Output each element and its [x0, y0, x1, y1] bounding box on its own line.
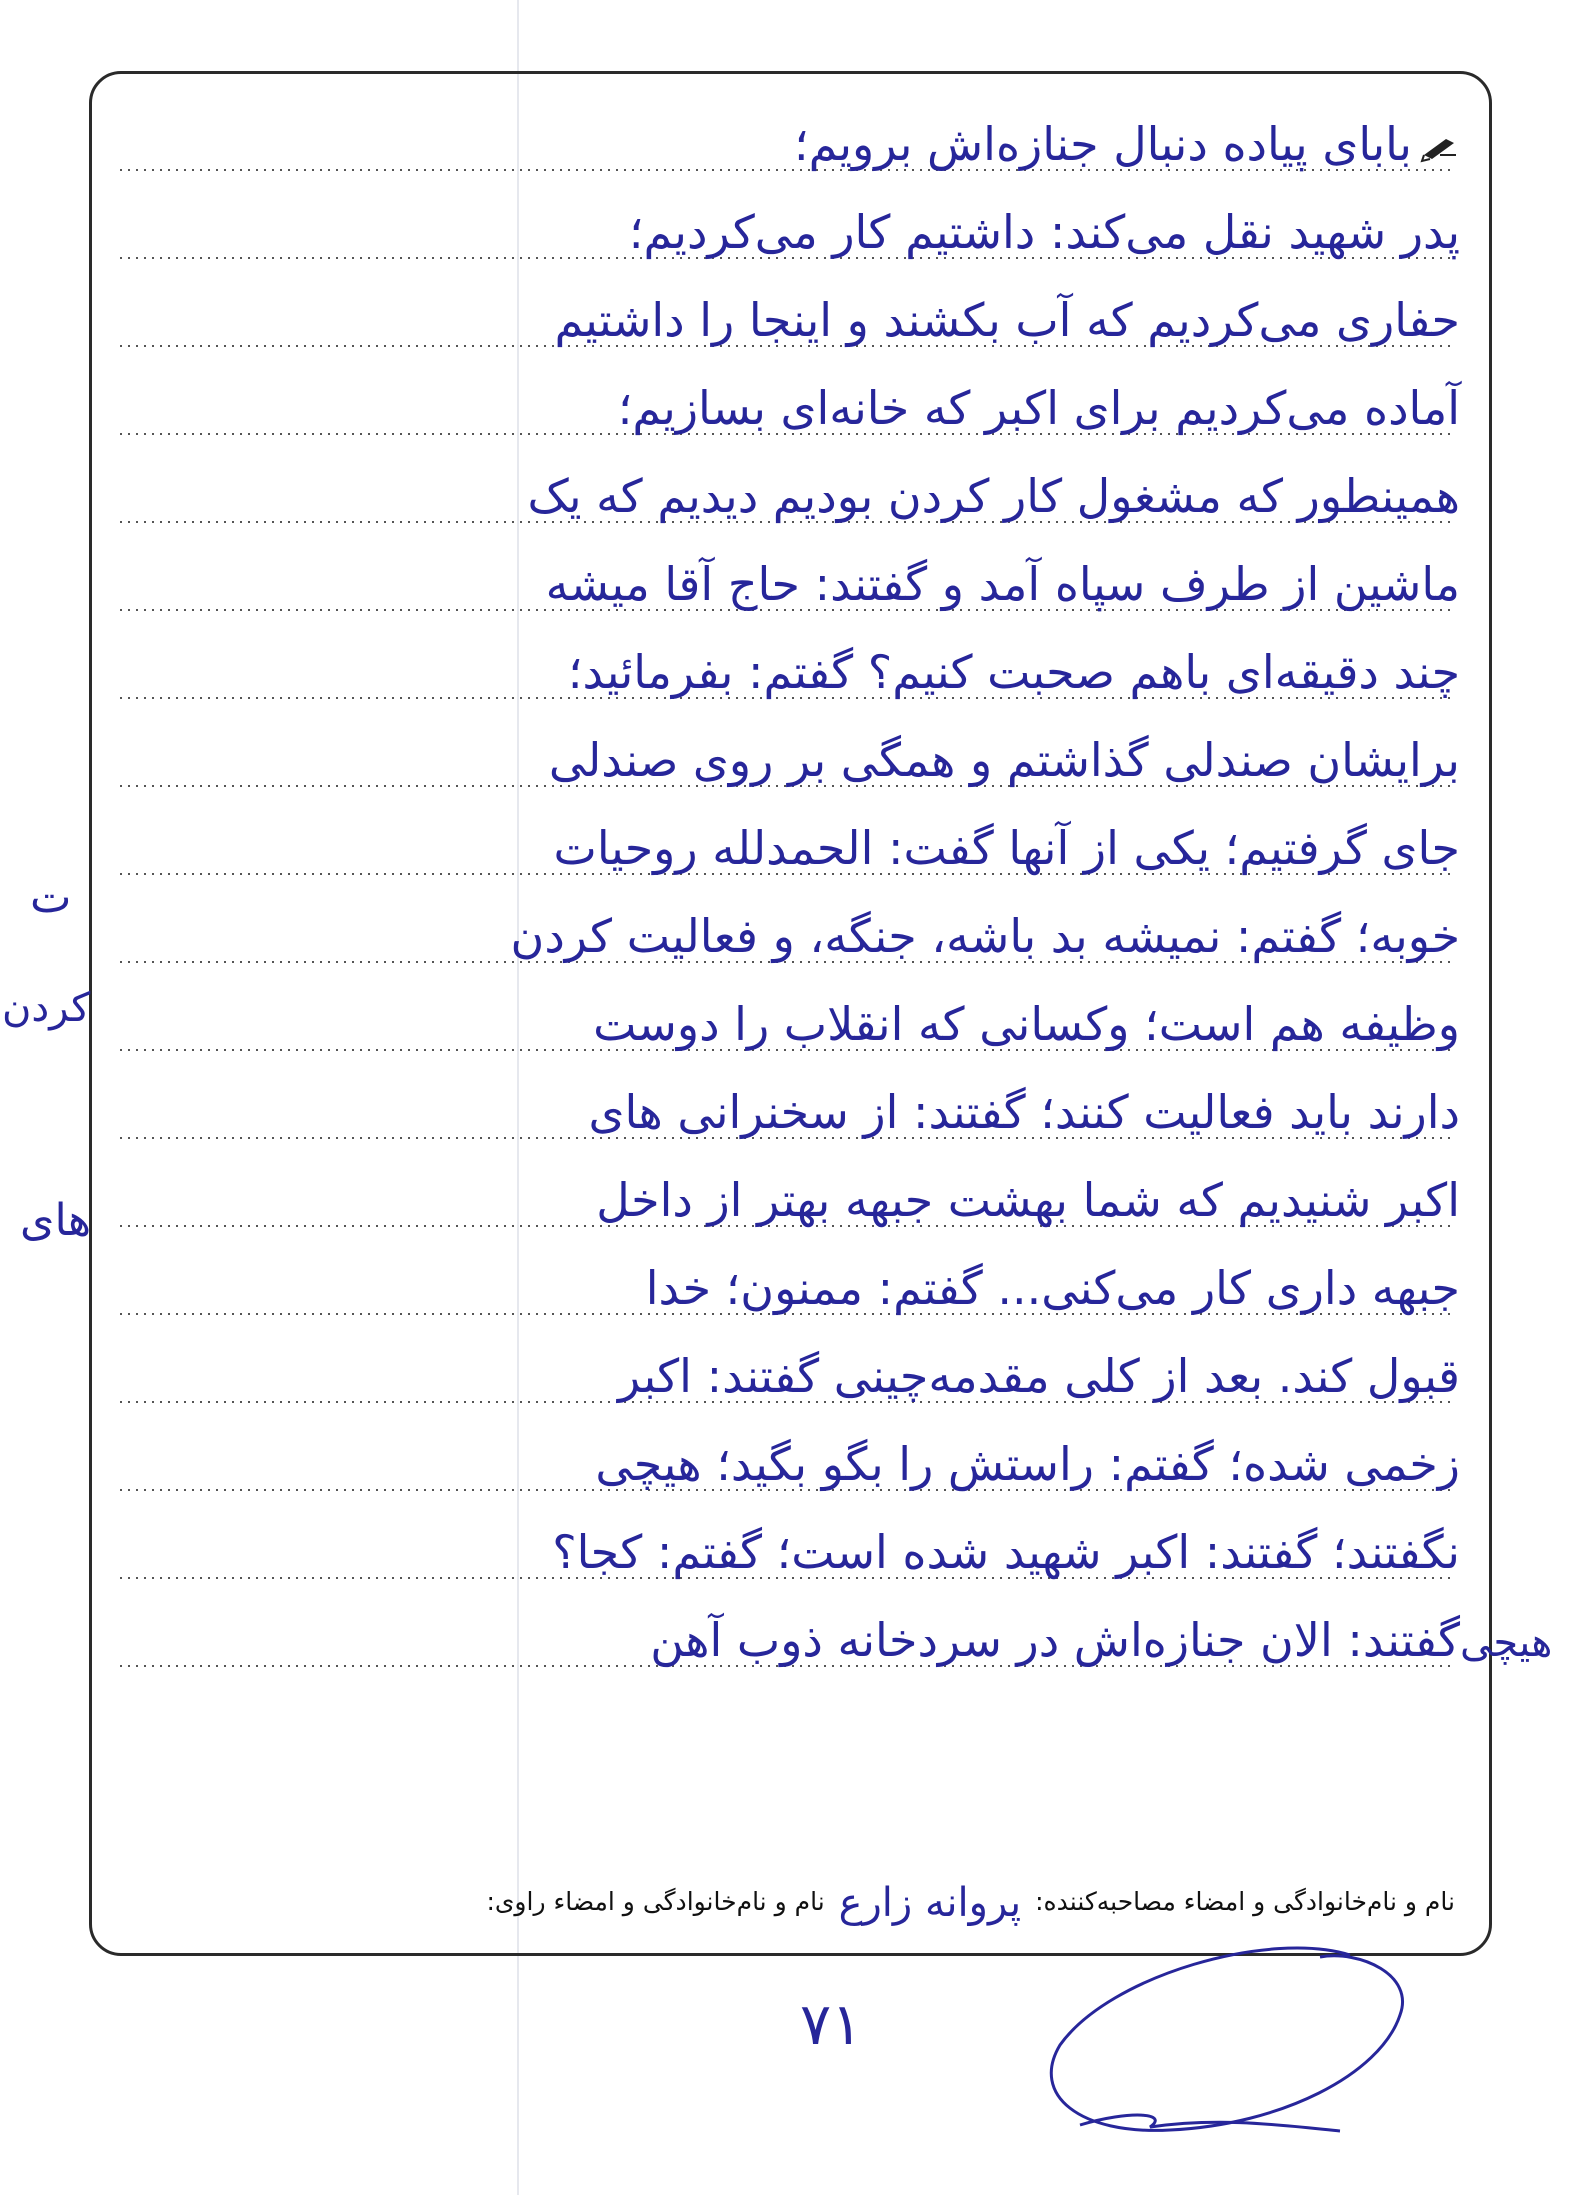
text-line: [100, 540, 1460, 628]
text-line: [100, 716, 1460, 804]
text-line: [100, 892, 1460, 980]
text-line: [100, 804, 1460, 892]
signature-footer: [115, 1880, 1455, 1926]
text-line-content: گفتند: الان جنازه‌اش در سردخانه ذوب آهن: [650, 1613, 1460, 1667]
text-line: [100, 1420, 1460, 1508]
text-line: [100, 1156, 1460, 1244]
text-line-content: زخمی شده؛ گفتم: راستش را بگو بگید؛ هیچی: [595, 1437, 1460, 1491]
text-line: [100, 100, 1460, 188]
interviewer-name: پروانه زارع: [838, 1880, 1022, 1926]
text-line-content: پدر شهید نقل می‌کند: داشتیم کار می‌کردیم؛: [628, 205, 1460, 259]
text-line-content: وظیفه هم است؛ وکسانی که انقلاب را دوست: [593, 997, 1460, 1051]
text-line-content: همینطور که مشغول کار کردن بودیم دیدیم که یک: [527, 469, 1460, 523]
text-line-content: آماده می‌کردیم برای اکبر که خانه‌ای بسازیم؛: [617, 381, 1460, 435]
interviewer-label: نام و نام‌خانوادگی و امضاء مصاحبه‌کننده:: [1035, 1887, 1455, 1916]
text-line: [100, 1332, 1460, 1420]
text-line: [100, 1596, 1460, 1684]
pen-icon: [1420, 133, 1460, 163]
text-line-content: بابای پیاده دنبال جنازه‌اش برویم؛: [793, 117, 1412, 171]
text-line: [100, 1244, 1460, 1332]
margin-note-b: کردن: [2, 985, 91, 1031]
text-line: [100, 628, 1460, 716]
text-line-content: خوبه؛ گفتم: نمیشه بد باشه، جنگه، و فعالیت کردن: [510, 909, 1460, 963]
text-line-content: حفاری می‌کردیم که آب بکشند و اینجا را داشتیم: [554, 293, 1460, 347]
text-line: [100, 276, 1460, 364]
text-line-content: نگفتند؛ گفتند: اکبر شهید شده است؛ گفتم: کجا؟: [552, 1525, 1460, 1579]
text-line: [100, 980, 1460, 1068]
margin-note-d: هیچی: [1460, 1620, 1553, 1666]
text-line-content: جبهه داری کار می‌کنی... گفتم: ممنون؛ خدا: [645, 1261, 1460, 1315]
text-line-content: اکبر شنیدیم که شما بهشت جبهه بهتر از داخل: [596, 1173, 1460, 1227]
text-line-content: چند دقیقه‌ای باهم صحبت کنیم؟ گفتم: بفرمائید؛: [567, 645, 1460, 699]
margin-note-a: ت: [30, 872, 72, 923]
margin-note-c: های: [20, 1195, 92, 1246]
text-line: [100, 1068, 1460, 1156]
signature-scribble: [1020, 1935, 1420, 2165]
text-line: [100, 1508, 1460, 1596]
text-line: [100, 188, 1460, 276]
page-number: ۷۱: [800, 1990, 863, 2058]
text-line-content: قبول کند. بعد از کلی مقدمه‌چینی گفتند: اکبر: [618, 1349, 1460, 1403]
text-line-content: جای گرفتیم؛ یکی از آنها گفت: الحمدلله روحیات: [553, 821, 1460, 875]
narrator-label: نام و نام‌خانوادگی و امضاء راوی:: [486, 1887, 825, 1916]
text-line-content: برایشان صندلی گذاشتم و همگی بر روی صندلی: [548, 733, 1460, 787]
text-line-content: ماشین از طرف سپاه آمد و گفتند: حاج آقا میشه: [545, 557, 1460, 611]
text-line: [100, 452, 1460, 540]
text-line: [100, 364, 1460, 452]
text-line-content: دارند باید فعالیت کنند؛ گفتند: از سخنرانی های: [588, 1085, 1460, 1139]
